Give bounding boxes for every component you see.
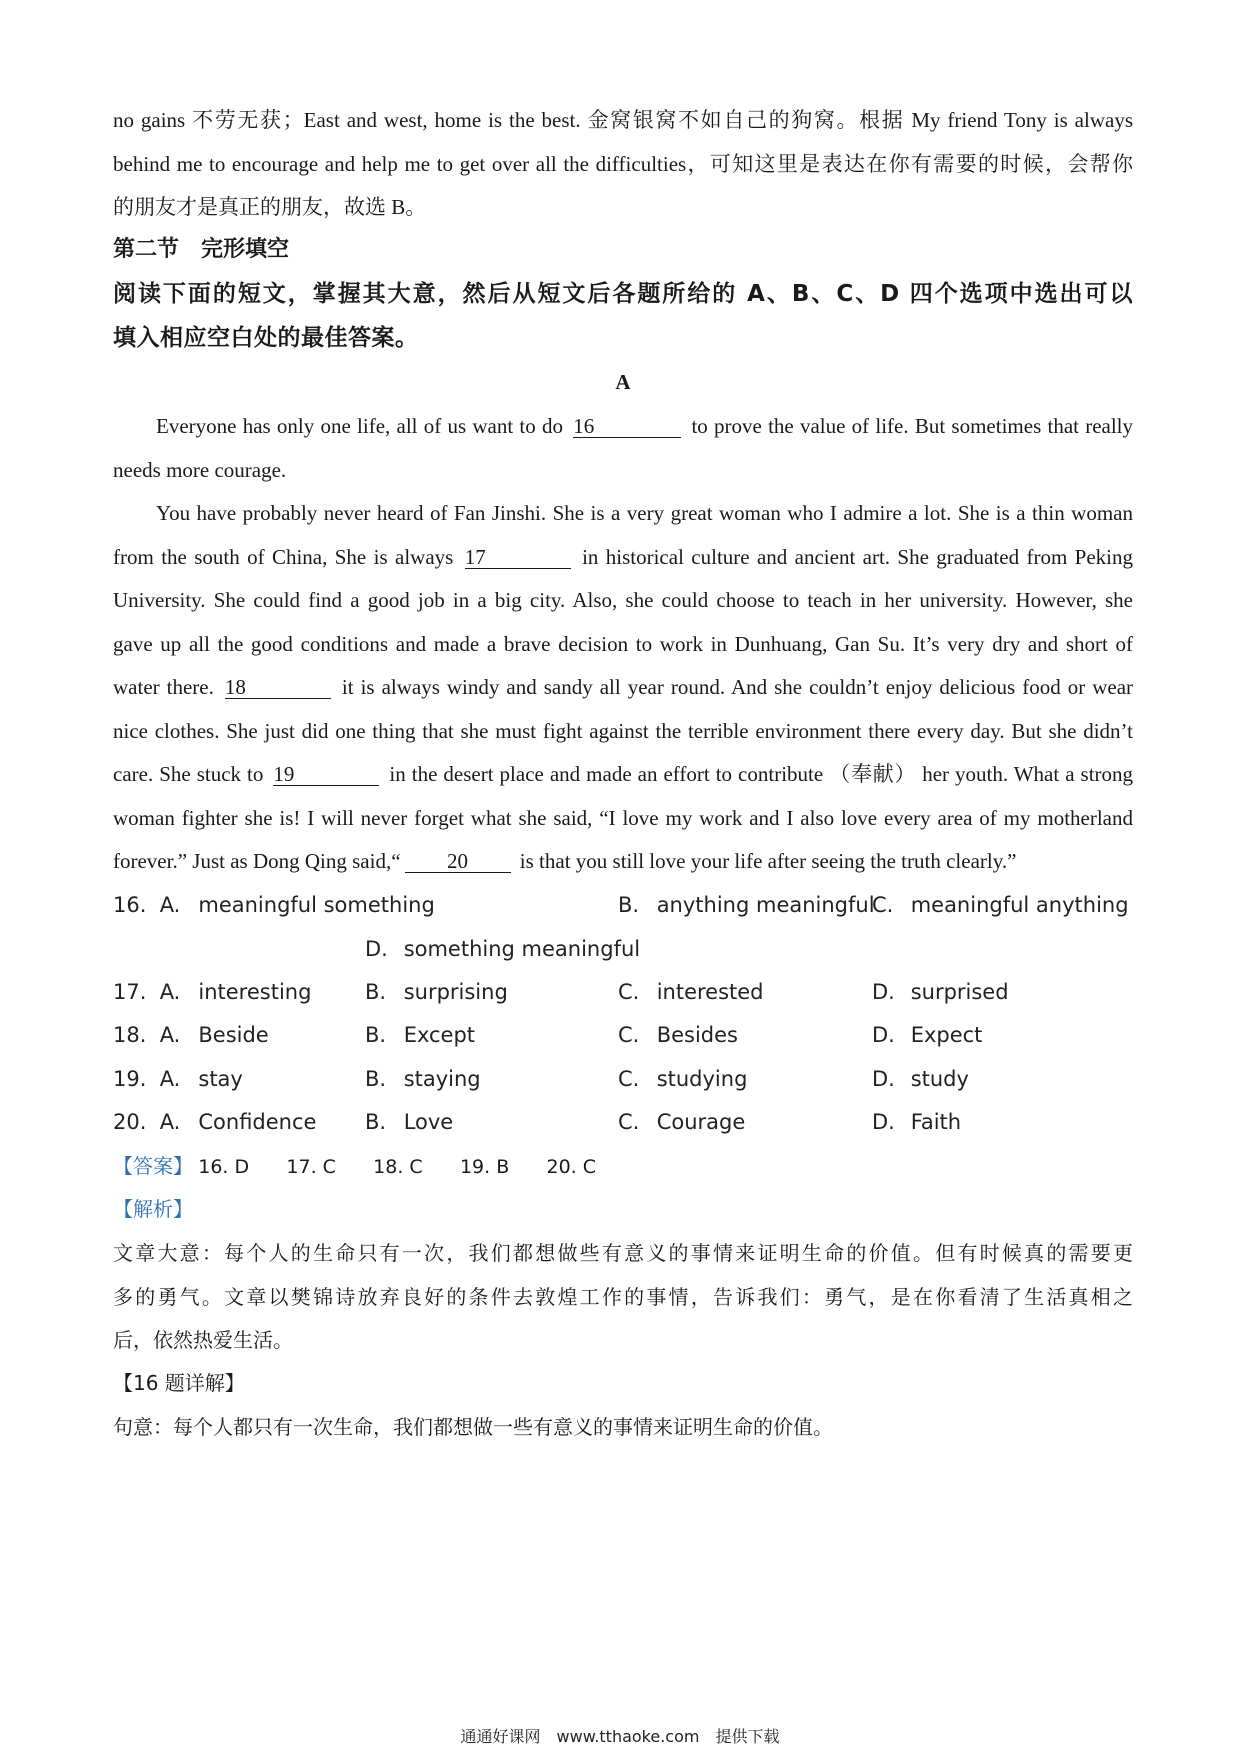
option-letter: B. — [365, 1067, 387, 1091]
blank-19: 19 — [273, 763, 379, 786]
section-title: 第二节 完形填空 — [113, 237, 290, 262]
answer-row — [113, 1152, 1133, 1181]
option-text: interested — [656, 980, 764, 1004]
option-text: anything meaningful — [656, 893, 875, 917]
blank-16: 16 — [573, 415, 681, 438]
passage-line — [113, 673, 1133, 701]
option-17-b[interactable] — [365, 978, 508, 1006]
section-instruction-line-1: 阅读下面的短文，掌握其大意，然后从短文后各题所给的 A、B、C、D 四个选项中选出可以 — [113, 281, 1133, 307]
option-text: Confidence — [198, 1110, 317, 1134]
passage-line — [113, 847, 1133, 875]
option-text: Faith — [910, 1110, 962, 1134]
option-text: something meaningful — [403, 937, 641, 961]
option-letter: B. — [365, 1023, 387, 1047]
option-text: Except — [403, 1023, 476, 1047]
option-letter: A. — [159, 1023, 181, 1047]
footer-source: 通通好课网 www.tthaoke.com 提供下载 — [460, 1727, 780, 1746]
question-number: 17. — [113, 980, 147, 1004]
analysis-tag: 【解析】 — [113, 1197, 193, 1221]
option-text: surprising — [403, 980, 508, 1004]
passage-text: it is always windy and sandy all year round. And she couldn’t enjoy delicious food or wear — [341, 675, 1134, 699]
answer-item: 20. C — [546, 1156, 597, 1178]
question-19 — [113, 1065, 243, 1093]
blank-17: 17 — [465, 546, 571, 569]
option-16-c[interactable] — [872, 891, 1129, 919]
passage-text: Everyone has only one life, all of us want to do — [156, 414, 563, 438]
blank-18: 18 — [225, 676, 331, 699]
question-18 — [113, 1021, 269, 1049]
option-text: study — [910, 1067, 969, 1091]
option-text: surprised — [910, 980, 1009, 1004]
passage-text: to prove the value of life. But sometimes that really — [691, 414, 1134, 438]
detail-line-1: 句意：每个人都只有一次生命，我们都想做一些有意义的事情来证明生命的价值。 — [113, 1415, 833, 1439]
question-number: 18. — [113, 1023, 147, 1047]
option-letter: D. — [872, 1067, 895, 1091]
passage-label: A — [615, 370, 631, 394]
analysis-line-3: 后，依然热爱生活。 — [113, 1328, 293, 1352]
option-16-b[interactable] — [618, 891, 875, 919]
section-instruction-line-2: 填入相应空白处的最佳答案。 — [113, 325, 419, 351]
option-letter: B. — [365, 980, 387, 1004]
option-letter: A. — [159, 893, 181, 917]
question-20 — [113, 1108, 316, 1136]
option-20-c[interactable] — [618, 1108, 745, 1136]
passage-text: water there. — [113, 675, 214, 699]
option-18-b[interactable] — [365, 1021, 475, 1049]
option-letter: C. — [872, 893, 894, 917]
option-text: Courage — [656, 1110, 746, 1134]
option-17-c[interactable] — [618, 978, 764, 1006]
option-text: Love — [403, 1110, 454, 1134]
option-20-b[interactable] — [365, 1108, 453, 1136]
option-text: meaningful anything — [910, 893, 1129, 917]
option-19-c[interactable] — [618, 1065, 747, 1093]
option-16-d[interactable] — [365, 935, 640, 963]
passage-text: in the desert place and made an effort to contribute （奉献） her youth. What a strong — [389, 762, 1134, 786]
passage-line — [156, 412, 1133, 440]
option-letter: D. — [872, 1110, 895, 1134]
passage-text: from the south of China, She is always — [113, 545, 454, 569]
passage-line — [113, 543, 1133, 571]
question-number: 20. — [113, 1110, 147, 1134]
prev-explanation-line-2: behind me to encourage and help me to get over all the difficulties，可知这里是表达在你有需要的时候，会帮你 — [113, 152, 1133, 176]
option-text: meaningful something — [198, 893, 435, 917]
option-18-c[interactable] — [618, 1021, 738, 1049]
passage-line: You have probably never heard of Fan Jinshi. She is a very great woman who I admire a lot. She is a thin woman — [156, 501, 1133, 525]
option-text: Besides — [656, 1023, 738, 1047]
option-letter: C. — [618, 1023, 640, 1047]
passage-text: is that you still love your life after seeing the truth clearly.” — [519, 849, 1017, 873]
question-number: 16. — [113, 893, 147, 917]
question-17 — [113, 978, 311, 1006]
answer-item: 19. B — [459, 1156, 510, 1178]
detail-heading: 【16 题详解】 — [113, 1371, 245, 1395]
passage-text: forever.” Just as Dong Qing said,“ — [113, 849, 401, 873]
answer-item: 17. C — [286, 1156, 336, 1178]
option-text: interesting — [198, 980, 312, 1004]
option-letter: D. — [365, 937, 388, 961]
option-text: staying — [403, 1067, 481, 1091]
option-19-d[interactable] — [872, 1065, 969, 1093]
passage-line: woman fighter she is! I will never forget what she said, “I love my work and I also love every area of my motherland — [113, 806, 1133, 830]
answer-item: 16. D — [198, 1156, 250, 1178]
option-letter: A. — [159, 980, 181, 1004]
option-text: stay — [198, 1067, 243, 1091]
option-letter: A. — [159, 1067, 181, 1091]
option-letter: B. — [618, 893, 640, 917]
prev-explanation-line-3: 的朋友才是真正的朋友，故选 B。 — [113, 195, 427, 219]
question-number: 19. — [113, 1067, 147, 1091]
option-letter: B. — [365, 1110, 387, 1134]
question-16 — [113, 891, 435, 919]
option-letter: A. — [159, 1110, 181, 1134]
passage-line: University. She could find a good job in a big city. Also, she could choose to teach in her university. However, she — [113, 588, 1133, 612]
option-17-d[interactable] — [872, 978, 1009, 1006]
passage-line: nice clothes. She just did one thing that she must fight against the terrible environment there every day. But she didn’t — [113, 719, 1133, 743]
option-20-d[interactable] — [872, 1108, 961, 1136]
option-text: studying — [656, 1067, 748, 1091]
passage-line: needs more courage. — [113, 458, 287, 482]
option-letter: D. — [872, 980, 895, 1004]
option-letter: D. — [872, 1023, 895, 1047]
option-text: Beside — [198, 1023, 269, 1047]
option-letter: C. — [618, 1067, 640, 1091]
analysis-line-2: 多的勇气。文章以樊锦诗放弃良好的条件去敦煌工作的事情，告诉我们：勇气，是在你看清了生活真相之 — [113, 1285, 1133, 1309]
option-18-d[interactable] — [872, 1021, 982, 1049]
passage-text: in historical culture and ancient art. She graduated from Peking — [582, 545, 1133, 569]
answer-tag: 【答案】 — [113, 1154, 193, 1178]
prev-explanation-line-1: no gains 不劳无获；East and west, home is the best. 金窝银窝不如自己的狗窝。根据 My friend Tony is always — [113, 108, 1133, 132]
option-text: Expect — [910, 1023, 983, 1047]
blank-20: 20 — [405, 850, 511, 873]
passage-text: care. She stuck to — [113, 762, 264, 786]
passage-line: gave up all the good conditions and made a brave decision to work in Dunhuang, Gan Su. It’s very dry and short of — [113, 632, 1133, 656]
option-19-b[interactable] — [365, 1065, 481, 1093]
analysis-line-1: 文章大意：每个人的生命只有一次，我们都想做些有意义的事情来证明生命的价值。但有时候真的需要更 — [113, 1241, 1133, 1265]
passage-line — [113, 760, 1133, 788]
option-letter: C. — [618, 1110, 640, 1134]
answer-item: 18. C — [373, 1156, 423, 1178]
option-letter: C. — [618, 980, 640, 1004]
